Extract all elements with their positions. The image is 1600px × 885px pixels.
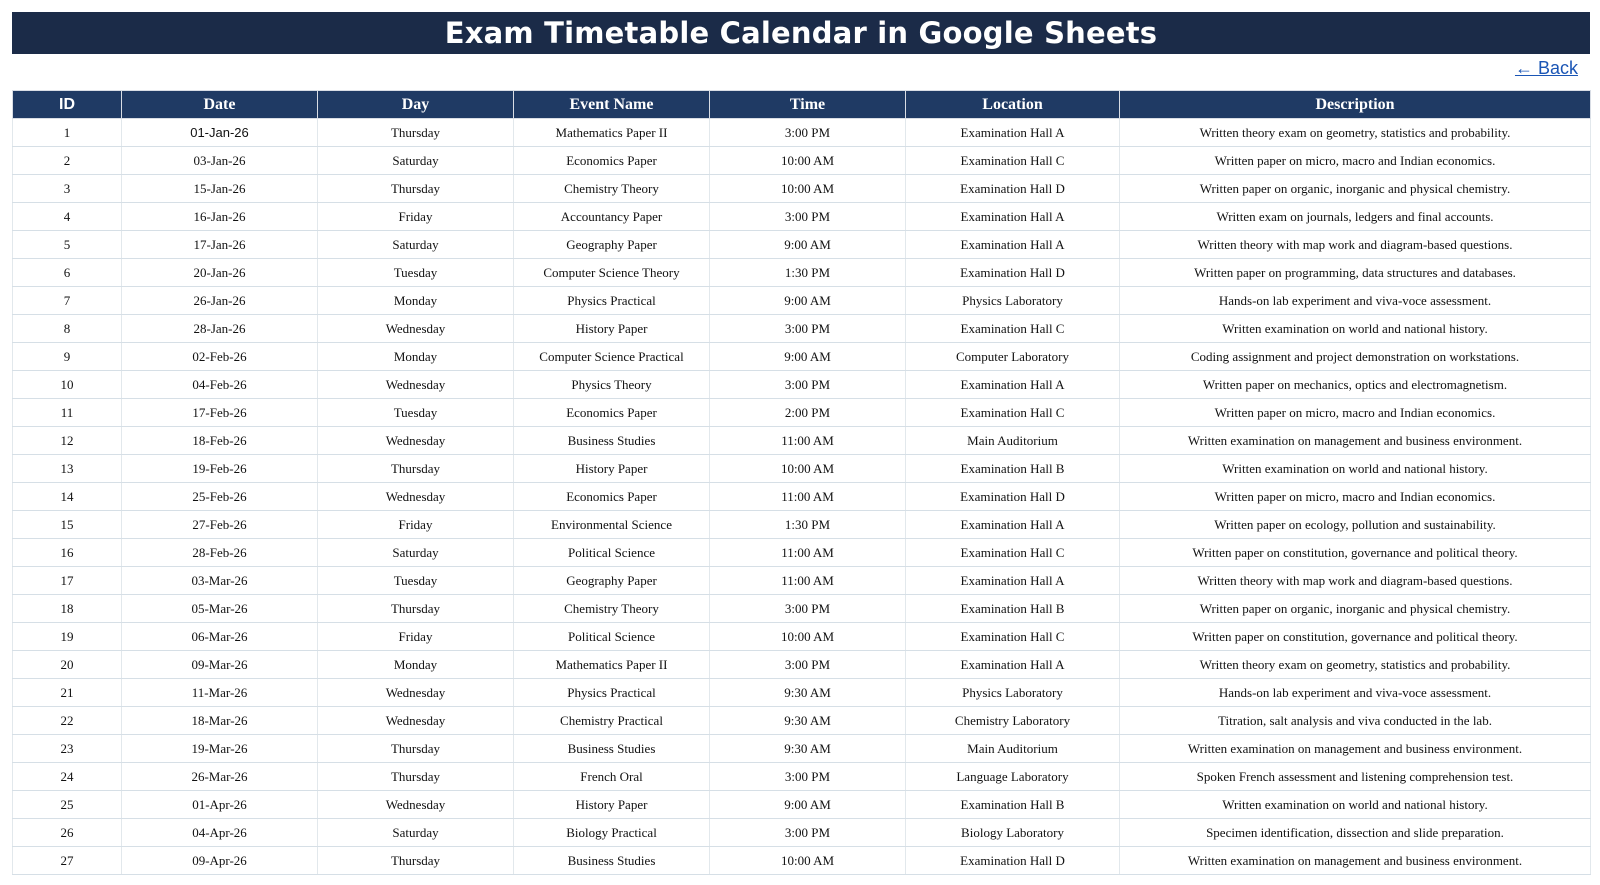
date-cell[interactable]: 28-Jan-26 xyxy=(122,315,318,343)
day-cell[interactable]: Thursday xyxy=(318,735,514,763)
description-cell[interactable]: Written paper on organic, inorganic and physical chemistry. xyxy=(1120,175,1591,203)
description-cell[interactable]: Written paper on ecology, pollution and sustainability. xyxy=(1120,511,1591,539)
event-name-cell[interactable]: Computer Science Practical xyxy=(514,343,710,371)
time-cell[interactable]: 3:00 PM xyxy=(710,819,906,847)
time-cell[interactable]: 10:00 AM xyxy=(710,623,906,651)
location-cell[interactable]: Physics Laboratory xyxy=(906,679,1120,707)
table-row[interactable] xyxy=(13,231,1591,259)
table-row[interactable] xyxy=(13,287,1591,315)
location-cell[interactable]: Examination Hall A xyxy=(906,511,1120,539)
day-cell[interactable]: Monday xyxy=(318,287,514,315)
event-name-cell[interactable]: Physics Practical xyxy=(514,287,710,315)
location-cell[interactable]: Examination Hall C xyxy=(906,623,1120,651)
description-cell[interactable]: Written paper on micro, macro and Indian economics. xyxy=(1120,483,1591,511)
time-cell[interactable]: 2:00 PM xyxy=(710,399,906,427)
day-cell[interactable]: Wednesday xyxy=(318,427,514,455)
day-cell[interactable]: Saturday xyxy=(318,819,514,847)
column-header-location[interactable]: Location xyxy=(906,91,1120,119)
table-row[interactable] xyxy=(13,791,1591,819)
event-name-cell[interactable]: Accountancy Paper xyxy=(514,203,710,231)
description-cell[interactable]: Written examination on management and business environment. xyxy=(1120,427,1591,455)
day-cell[interactable]: Wednesday xyxy=(318,315,514,343)
description-cell[interactable]: Spoken French assessment and listening comprehension test. xyxy=(1120,763,1591,791)
event-name-cell[interactable]: History Paper xyxy=(514,315,710,343)
location-cell[interactable]: Computer Laboratory xyxy=(906,343,1120,371)
event-name-cell[interactable]: Political Science xyxy=(514,623,710,651)
date-cell[interactable]: 02-Feb-26 xyxy=(122,343,318,371)
id-cell[interactable]: 15 xyxy=(13,511,122,539)
date-cell[interactable]: 04-Feb-26 xyxy=(122,371,318,399)
description-cell[interactable]: Written theory exam on geometry, statistics and probability. xyxy=(1120,651,1591,679)
day-cell[interactable]: Tuesday xyxy=(318,567,514,595)
day-cell[interactable]: Wednesday xyxy=(318,371,514,399)
description-cell[interactable]: Coding assignment and project demonstration on workstations. xyxy=(1120,343,1591,371)
id-cell[interactable]: 12 xyxy=(13,427,122,455)
column-header-day[interactable]: Day xyxy=(318,91,514,119)
date-cell[interactable]: 04-Apr-26 xyxy=(122,819,318,847)
day-cell[interactable]: Monday xyxy=(318,343,514,371)
id-cell[interactable]: 24 xyxy=(13,763,122,791)
id-cell[interactable]: 9 xyxy=(13,343,122,371)
time-cell[interactable]: 10:00 AM xyxy=(710,455,906,483)
table-row[interactable] xyxy=(13,819,1591,847)
date-cell[interactable]: 03-Mar-26 xyxy=(122,567,318,595)
day-cell[interactable]: Friday xyxy=(318,203,514,231)
event-name-cell[interactable]: Environmental Science xyxy=(514,511,710,539)
event-name-cell[interactable]: History Paper xyxy=(514,455,710,483)
date-cell[interactable]: 01-Jan-26 xyxy=(122,119,318,147)
description-cell[interactable]: Written examination on management and business environment. xyxy=(1120,847,1591,875)
description-cell[interactable]: Written paper on mechanics, optics and electromagnetism. xyxy=(1120,371,1591,399)
id-cell[interactable]: 6 xyxy=(13,259,122,287)
event-name-cell[interactable]: Economics Paper xyxy=(514,399,710,427)
location-cell[interactable]: Examination Hall A xyxy=(906,231,1120,259)
table-row[interactable] xyxy=(13,399,1591,427)
location-cell[interactable]: Main Auditorium xyxy=(906,427,1120,455)
timetable-table xyxy=(12,90,1591,875)
description-cell[interactable]: Written examination on world and national history. xyxy=(1120,791,1591,819)
time-cell[interactable]: 1:30 PM xyxy=(710,511,906,539)
table-row[interactable] xyxy=(13,147,1591,175)
id-cell[interactable]: 10 xyxy=(13,371,122,399)
location-cell[interactable]: Examination Hall D xyxy=(906,483,1120,511)
location-cell[interactable]: Examination Hall D xyxy=(906,847,1120,875)
date-cell[interactable]: 18-Mar-26 xyxy=(122,707,318,735)
date-cell[interactable]: 26-Jan-26 xyxy=(122,287,318,315)
time-cell[interactable]: 9:00 AM xyxy=(710,343,906,371)
table-row[interactable] xyxy=(13,483,1591,511)
date-cell[interactable]: 06-Mar-26 xyxy=(122,623,318,651)
event-name-cell[interactable]: Geography Paper xyxy=(514,231,710,259)
event-name-cell[interactable]: Physics Theory xyxy=(514,371,710,399)
date-cell[interactable]: 18-Feb-26 xyxy=(122,427,318,455)
day-cell[interactable]: Thursday xyxy=(318,455,514,483)
location-cell[interactable]: Examination Hall C xyxy=(906,315,1120,343)
location-cell[interactable]: Examination Hall A xyxy=(906,371,1120,399)
id-cell[interactable]: 18 xyxy=(13,595,122,623)
day-cell[interactable]: Saturday xyxy=(318,231,514,259)
id-cell[interactable]: 17 xyxy=(13,567,122,595)
location-cell[interactable]: Language Laboratory xyxy=(906,763,1120,791)
day-cell[interactable]: Thursday xyxy=(318,763,514,791)
date-cell[interactable]: 20-Jan-26 xyxy=(122,259,318,287)
time-cell[interactable]: 9:00 AM xyxy=(710,791,906,819)
event-name-cell[interactable]: Chemistry Theory xyxy=(514,175,710,203)
table-row[interactable] xyxy=(13,315,1591,343)
location-cell[interactable]: Chemistry Laboratory xyxy=(906,707,1120,735)
description-cell[interactable]: Written theory exam on geometry, statistics and probability. xyxy=(1120,119,1591,147)
location-cell[interactable]: Biology Laboratory xyxy=(906,819,1120,847)
event-name-cell[interactable]: Mathematics Paper II xyxy=(514,651,710,679)
event-name-cell[interactable]: Political Science xyxy=(514,539,710,567)
date-cell[interactable]: 15-Jan-26 xyxy=(122,175,318,203)
description-cell[interactable]: Titration, salt analysis and viva conducted in the lab. xyxy=(1120,707,1591,735)
date-cell[interactable]: 11-Mar-26 xyxy=(122,679,318,707)
time-cell[interactable]: 3:00 PM xyxy=(710,119,906,147)
date-cell[interactable]: 19-Mar-26 xyxy=(122,735,318,763)
time-cell[interactable]: 3:00 PM xyxy=(710,595,906,623)
event-name-cell[interactable]: Economics Paper xyxy=(514,147,710,175)
description-cell[interactable]: Hands-on lab experiment and viva-voce assessment. xyxy=(1120,679,1591,707)
event-name-cell[interactable]: Geography Paper xyxy=(514,567,710,595)
description-cell[interactable]: Written paper on micro, macro and Indian economics. xyxy=(1120,147,1591,175)
table-row[interactable] xyxy=(13,203,1591,231)
id-cell[interactable]: 11 xyxy=(13,399,122,427)
id-cell[interactable]: 25 xyxy=(13,791,122,819)
table-row[interactable] xyxy=(13,371,1591,399)
event-name-cell[interactable]: Chemistry Theory xyxy=(514,595,710,623)
date-cell[interactable]: 09-Mar-26 xyxy=(122,651,318,679)
description-cell[interactable]: Written paper on programming, data structures and databases. xyxy=(1120,259,1591,287)
location-cell[interactable]: Examination Hall A xyxy=(906,203,1120,231)
event-name-cell[interactable]: Business Studies xyxy=(514,427,710,455)
time-cell[interactable]: 11:00 AM xyxy=(710,539,906,567)
table-header-row xyxy=(13,91,1591,119)
day-cell[interactable]: Tuesday xyxy=(318,259,514,287)
event-name-cell[interactable]: Business Studies xyxy=(514,735,710,763)
day-cell[interactable]: Wednesday xyxy=(318,707,514,735)
date-cell[interactable]: 25-Feb-26 xyxy=(122,483,318,511)
day-cell[interactable]: Wednesday xyxy=(318,679,514,707)
event-name-cell[interactable]: Physics Practical xyxy=(514,679,710,707)
table-row[interactable] xyxy=(13,735,1591,763)
column-header-time[interactable]: Time xyxy=(710,91,906,119)
id-cell[interactable]: 7 xyxy=(13,287,122,315)
id-cell[interactable]: 2 xyxy=(13,147,122,175)
day-cell[interactable]: Thursday xyxy=(318,847,514,875)
table-row[interactable] xyxy=(13,567,1591,595)
table-row[interactable] xyxy=(13,175,1591,203)
id-cell[interactable]: 20 xyxy=(13,651,122,679)
location-cell[interactable]: Examination Hall C xyxy=(906,399,1120,427)
id-cell[interactable]: 26 xyxy=(13,819,122,847)
table-row[interactable] xyxy=(13,623,1591,651)
page-title: Exam Timetable Calendar in Google Sheets xyxy=(12,12,1590,54)
location-cell[interactable]: Examination Hall A xyxy=(906,651,1120,679)
description-cell[interactable]: Written paper on micro, macro and Indian economics. xyxy=(1120,399,1591,427)
date-cell[interactable]: 17-Feb-26 xyxy=(122,399,318,427)
time-cell[interactable]: 1:30 PM xyxy=(710,259,906,287)
time-cell[interactable]: 9:30 AM xyxy=(710,735,906,763)
location-cell[interactable]: Examination Hall A xyxy=(906,119,1120,147)
day-cell[interactable]: Thursday xyxy=(318,175,514,203)
location-cell[interactable]: Examination Hall D xyxy=(906,175,1120,203)
day-cell[interactable]: Tuesday xyxy=(318,399,514,427)
table-row[interactable] xyxy=(13,763,1591,791)
date-cell[interactable]: 17-Jan-26 xyxy=(122,231,318,259)
day-cell[interactable]: Thursday xyxy=(318,595,514,623)
time-cell[interactable]: 10:00 AM xyxy=(710,147,906,175)
location-cell[interactable]: Examination Hall C xyxy=(906,539,1120,567)
id-cell[interactable]: 1 xyxy=(13,119,122,147)
event-name-cell[interactable]: History Paper xyxy=(514,791,710,819)
location-cell[interactable]: Physics Laboratory xyxy=(906,287,1120,315)
description-cell[interactable]: Written examination on world and national history. xyxy=(1120,455,1591,483)
description-cell[interactable]: Written paper on constitution, governance and political theory. xyxy=(1120,539,1591,567)
date-cell[interactable]: 05-Mar-26 xyxy=(122,595,318,623)
event-name-cell[interactable]: Chemistry Practical xyxy=(514,707,710,735)
description-cell[interactable]: Hands-on lab experiment and viva-voce assessment. xyxy=(1120,287,1591,315)
date-cell[interactable]: 19-Feb-26 xyxy=(122,455,318,483)
date-cell[interactable]: 03-Jan-26 xyxy=(122,147,318,175)
id-cell[interactable]: 3 xyxy=(13,175,122,203)
location-cell[interactable]: Examination Hall B xyxy=(906,791,1120,819)
description-cell[interactable]: Written theory with map work and diagram-based questions. xyxy=(1120,231,1591,259)
table-row[interactable] xyxy=(13,595,1591,623)
time-cell[interactable]: 11:00 AM xyxy=(710,483,906,511)
id-cell[interactable]: 19 xyxy=(13,623,122,651)
column-header-date[interactable]: Date xyxy=(122,91,318,119)
table-row[interactable] xyxy=(13,539,1591,567)
event-name-cell[interactable]: Economics Paper xyxy=(514,483,710,511)
location-cell[interactable]: Examination Hall A xyxy=(906,567,1120,595)
day-cell[interactable]: Friday xyxy=(318,623,514,651)
time-cell[interactable]: 11:00 AM xyxy=(710,567,906,595)
id-cell[interactable]: 16 xyxy=(13,539,122,567)
back-link[interactable]: ← Back xyxy=(1514,58,1578,78)
id-cell[interactable]: 22 xyxy=(13,707,122,735)
location-cell[interactable]: Examination Hall B xyxy=(906,455,1120,483)
id-cell[interactable]: 27 xyxy=(13,847,122,875)
time-cell[interactable]: 9:30 AM xyxy=(710,707,906,735)
date-cell[interactable]: 01-Apr-26 xyxy=(122,791,318,819)
day-cell[interactable]: Saturday xyxy=(318,539,514,567)
table-row[interactable] xyxy=(13,651,1591,679)
day-cell[interactable]: Friday xyxy=(318,511,514,539)
event-name-cell[interactable]: Computer Science Theory xyxy=(514,259,710,287)
date-cell[interactable]: 16-Jan-26 xyxy=(122,203,318,231)
description-cell[interactable]: Written examination on management and business environment. xyxy=(1120,735,1591,763)
id-cell[interactable]: 5 xyxy=(13,231,122,259)
day-cell[interactable]: Thursday xyxy=(318,119,514,147)
table-row[interactable] xyxy=(13,511,1591,539)
id-cell[interactable]: 14 xyxy=(13,483,122,511)
description-cell[interactable]: Written exam on journals, ledgers and final accounts. xyxy=(1120,203,1591,231)
date-cell[interactable]: 09-Apr-26 xyxy=(122,847,318,875)
table-body xyxy=(13,119,1591,875)
time-cell[interactable]: 3:00 PM xyxy=(710,763,906,791)
column-header-event-name[interactable]: Event Name xyxy=(514,91,710,119)
time-cell[interactable]: 9:30 AM xyxy=(710,679,906,707)
id-cell[interactable]: 13 xyxy=(13,455,122,483)
time-cell[interactable]: 3:00 PM xyxy=(710,315,906,343)
time-cell[interactable]: 10:00 AM xyxy=(710,847,906,875)
time-cell[interactable]: 9:00 AM xyxy=(710,287,906,315)
day-cell[interactable]: Saturday xyxy=(318,147,514,175)
column-header-id[interactable]: ID xyxy=(13,91,122,119)
description-cell[interactable]: Written paper on organic, inorganic and physical chemistry. xyxy=(1120,595,1591,623)
column-header-description[interactable]: Description xyxy=(1120,91,1591,119)
location-cell[interactable]: Examination Hall B xyxy=(906,595,1120,623)
description-cell[interactable]: Specimen identification, dissection and slide preparation. xyxy=(1120,819,1591,847)
date-cell[interactable]: 27-Feb-26 xyxy=(122,511,318,539)
time-cell[interactable]: 11:00 AM xyxy=(710,427,906,455)
day-cell[interactable]: Monday xyxy=(318,651,514,679)
description-cell[interactable]: Written theory with map work and diagram-based questions. xyxy=(1120,567,1591,595)
date-cell[interactable]: 28-Feb-26 xyxy=(122,539,318,567)
exam-timetable xyxy=(12,90,1590,875)
time-cell[interactable]: 9:00 AM xyxy=(710,231,906,259)
location-cell[interactable]: Examination Hall D xyxy=(906,259,1120,287)
table-row[interactable] xyxy=(13,707,1591,735)
event-name-cell[interactable]: Mathematics Paper II xyxy=(514,119,710,147)
table-row[interactable] xyxy=(13,259,1591,287)
description-cell[interactable]: Written paper on constitution, governance and political theory. xyxy=(1120,623,1591,651)
time-cell[interactable]: 3:00 PM xyxy=(710,371,906,399)
day-cell[interactable]: Wednesday xyxy=(318,483,514,511)
time-cell[interactable]: 10:00 AM xyxy=(710,175,906,203)
event-name-cell[interactable]: Business Studies xyxy=(514,847,710,875)
id-cell[interactable]: 23 xyxy=(13,735,122,763)
description-cell[interactable]: Written examination on world and national history. xyxy=(1120,315,1591,343)
table-row[interactable] xyxy=(13,119,1591,147)
id-cell[interactable]: 21 xyxy=(13,679,122,707)
table-row[interactable] xyxy=(13,343,1591,371)
location-cell[interactable]: Examination Hall C xyxy=(906,147,1120,175)
id-cell[interactable]: 8 xyxy=(13,315,122,343)
event-name-cell[interactable]: French Oral xyxy=(514,763,710,791)
table-row[interactable] xyxy=(13,455,1591,483)
date-cell[interactable]: 26-Mar-26 xyxy=(122,763,318,791)
table-row[interactable] xyxy=(13,427,1591,455)
time-cell[interactable]: 3:00 PM xyxy=(710,651,906,679)
table-row[interactable] xyxy=(13,847,1591,875)
time-cell[interactable]: 3:00 PM xyxy=(710,203,906,231)
table-row[interactable] xyxy=(13,679,1591,707)
day-cell[interactable]: Wednesday xyxy=(318,791,514,819)
location-cell[interactable]: Main Auditorium xyxy=(906,735,1120,763)
event-name-cell[interactable]: Biology Practical xyxy=(514,819,710,847)
id-cell[interactable]: 4 xyxy=(13,203,122,231)
